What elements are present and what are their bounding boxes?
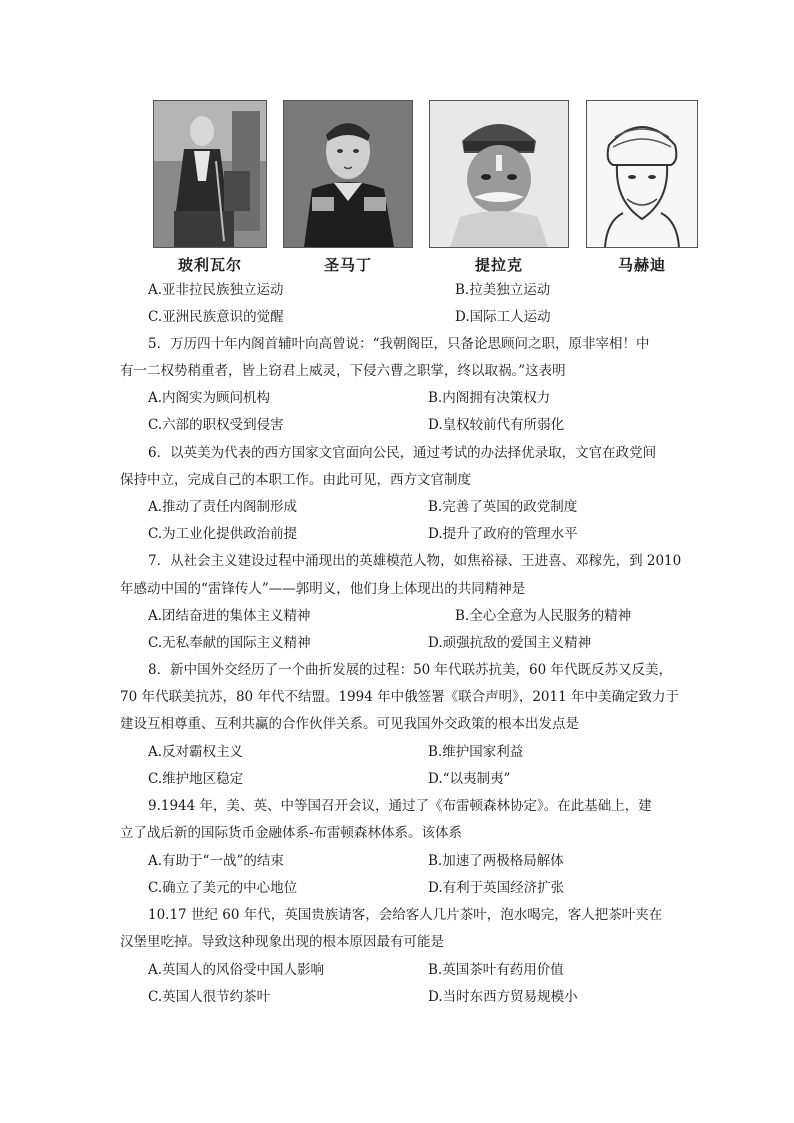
q7-option-a[interactable]: A.团结奋进的集体主义精神	[148, 608, 311, 624]
q10-option-a[interactable]: A.英国人的风俗受中国人影响	[148, 962, 325, 978]
portrait-san-martin	[283, 100, 413, 275]
san-martin-portrait-icon	[283, 100, 413, 248]
q5-stem-line1: 5．万历四十年内阁首辅叶向高曾说：“我朝阁臣，只备论思顾问之职，原非宰相！中	[148, 336, 650, 352]
q9-option-c[interactable]: C.确立了美元的中心地位	[148, 880, 298, 896]
portrait-caption: 马赫迪	[617, 256, 666, 274]
q6-option-a[interactable]: A.推动了责任内阁制形成	[148, 499, 298, 515]
q6-option-d[interactable]: D.提升了政府的管理水平	[428, 526, 578, 542]
mahdi-portrait-icon	[586, 100, 698, 248]
q10-stem-line1: 10.17 世纪 60 年代，英国贵族请客，会给客人几片茶叶，泡水喝完，客人把茶叶夹在	[148, 907, 663, 923]
q10-option-c[interactable]: C.英国人很节约茶叶	[148, 989, 271, 1005]
q9-option-b[interactable]: B.加速了两极格局解体	[428, 853, 564, 869]
q8-option-d[interactable]: D.“以夷制夷”	[428, 771, 511, 787]
q9-stem-line2: 立了战后新的国际货币金融体系-布雷顿森林体系。该体系	[120, 825, 463, 841]
portrait-bolivar	[153, 100, 267, 275]
q7-option-c[interactable]: C.无私奉献的国际主义精神	[148, 635, 311, 651]
portrait-caption: 圣马丁	[323, 256, 372, 274]
q9-option-d[interactable]: D.有利于英国经济扩张	[428, 880, 565, 896]
q9-option-a[interactable]: A.有助于“一战”的结束	[148, 853, 284, 869]
q5-stem-line2: 有一二权势稍重者，皆上窃君上威灵，下侵六曹之职掌，终以取祸。”这表明	[120, 363, 566, 379]
q4-option-d[interactable]: D.国际工人运动	[455, 309, 551, 325]
q4-option-a[interactable]: A.亚非拉民族独立运动	[148, 282, 284, 298]
q6-option-b[interactable]: B.完善了英国的政党制度	[428, 499, 578, 515]
q7-stem-line2: 年感动中国的“雷锋传人”——郭明义，他们身上体现出的共同精神是	[120, 581, 526, 597]
q10-option-d[interactable]: D.当时东西方贸易规模小	[428, 989, 578, 1005]
portrait-row	[150, 100, 700, 272]
q6-stem-line1: 6．以英美为代表的西方国家文官面向公民，通过考试的办法择优录取，文官在政党间	[148, 445, 657, 461]
q8-stem-line2: 70 年代联美抗苏，80 年代不结盟。1994 年中俄签署《联合声明》，2011 年中美确定致力于	[120, 689, 679, 705]
q8-stem-line1: 8．新中国外交经历了一个曲折发展的过程：50 年代联苏抗美，60 年代既反苏又反美，	[148, 662, 673, 678]
bolivar-portrait-icon	[153, 100, 267, 248]
q7-stem-line1: 7．从社会主义建设过程中涌现出的英雄模范人物，如焦裕禄、王进喜、邓稼先，到 2010	[148, 553, 682, 569]
portrait-caption: 提拉克	[474, 256, 523, 274]
q5-option-d[interactable]: D.皇权较前代有所弱化	[428, 417, 565, 433]
q8-option-b[interactable]: B.维护国家利益	[428, 744, 524, 760]
q5-option-c[interactable]: C.六部的职权受到侵害	[148, 417, 284, 433]
q6-option-c[interactable]: C.为工业化提供政治前提	[148, 526, 298, 542]
q8-option-c[interactable]: C.维护地区稳定	[148, 771, 244, 787]
tilak-portrait-icon	[429, 100, 569, 248]
q5-option-a[interactable]: A.内阁实为顾问机构	[148, 390, 271, 406]
q4-option-c[interactable]: C.亚洲民族意识的觉醒	[148, 309, 284, 325]
q8-stem-line3: 建设互相尊重、互利共赢的合作伙伴关系。可见我国外交政策的根本出发点是	[120, 716, 579, 732]
q9-stem-line1: 9.1944 年，美、英、中等国召开会议，通过了《布雷顿森林协定》。在此基础上，建	[148, 798, 652, 814]
portrait-caption: 玻利瓦尔	[177, 256, 242, 274]
q4-option-b[interactable]: B.拉美独立运动	[455, 282, 551, 298]
portrait-mahdi	[586, 100, 698, 275]
q10-option-b[interactable]: B.英国茶叶有药用价值	[428, 962, 564, 978]
q8-option-a[interactable]: A.反对霸权主义	[148, 744, 244, 760]
portrait-tilak	[429, 100, 569, 275]
q10-stem-line2: 汉堡里吃掉。导致这种现象出现的根本原因最有可能是	[120, 934, 444, 950]
q7-option-b[interactable]: B.全心全意为人民服务的精神	[455, 608, 632, 624]
q5-option-b[interactable]: B.内阁拥有决策权力	[428, 390, 551, 406]
q6-stem-line2: 保持中立，完成自己的本职工作。由此可见，西方文官制度	[120, 472, 471, 488]
q7-option-d[interactable]: D.顽强抗敌的爱国主义精神	[428, 635, 592, 651]
